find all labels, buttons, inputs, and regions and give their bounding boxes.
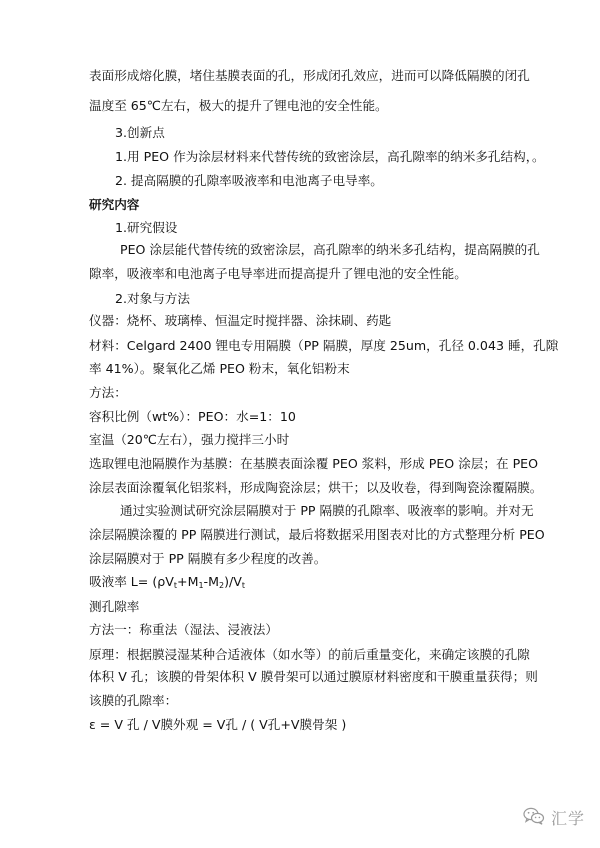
body-line: 率 41%）。聚氧化乙烯 PEO 粉末，氧化铝粉末 — [89, 361, 350, 376]
body-line: PEO 涂层能代替传统的致密涂层，高孔隙率的纳米多孔结构，提高隔膜的孔 — [120, 242, 540, 257]
body-line: 涂层表面涂覆氧化铝浆料，形成陶瓷涂层；烘干；以及收卷，得到陶瓷涂覆隔膜。 — [89, 480, 543, 495]
list-item: 2. 提高隔膜的孔隙率吸液率和电池离子电导率。 — [115, 173, 383, 188]
body-line: 隙率，吸液率和电池离子电导率进而提高提升了锂电池的安全性能。 — [89, 266, 467, 281]
wechat-icon — [523, 807, 545, 828]
body-line: 温度至 65℃左右，极大的提升了锂电池的安全性能。 — [89, 98, 388, 113]
body-line: 仪器：烧杯、玻璃棒、恒温定时搅拌器、涂抹刷、药匙 — [89, 313, 392, 328]
absorption-formula — [89, 573, 245, 595]
section-label: 1.研究假设 — [115, 220, 178, 235]
formula-text: -M — [203, 574, 219, 589]
formula-subscript: 1 — [198, 581, 204, 590]
body-line: 方法一：称重法（湿法、浸液法） — [89, 622, 278, 637]
body-line: 选取锂电池隔膜作为基膜：在基膜表面涂覆 PEO 浆料，形成 PEO 涂层；在 PEO — [89, 456, 539, 471]
body-line: 表面形成熔化膜，堵住基膜表面的孔，形成闭孔效应，进而可以降低隔膜的闭孔 — [89, 68, 530, 83]
section-label: 3.创新点 — [115, 125, 165, 140]
formula-subscript: 2 — [218, 581, 225, 590]
watermark-text: 汇学 — [551, 808, 586, 828]
body-line: 测孔隙率 — [89, 599, 140, 614]
body-line: 涂层隔膜涂覆的 PP 隔膜进行测试，最后将数据采用图表对比的方式整理分析 PEO — [89, 527, 545, 542]
body-line: 涂层隔膜对于 PP 隔膜有多少程度的改善。 — [89, 551, 327, 566]
body-line: 室温（20℃左右），强力搅拌三小时 — [89, 432, 290, 447]
body-line: 容积比例（wt%）：PEO：水=1：10 — [89, 409, 296, 424]
formula-subscript: t — [173, 581, 178, 590]
formula-text: +M — [177, 574, 199, 589]
body-line: 该膜的孔隙率： — [89, 693, 178, 708]
body-line: 原理：根据膜浸湿某种合适液体（如水等）的前后重量变化，来确定该膜的孔隙 — [89, 647, 530, 662]
section-heading: 研究内容 — [89, 197, 140, 212]
body-line: 通过实验测试研究涂层隔膜对于 PP 隔膜的孔隙率、吸液率的影响。并对无 — [120, 503, 534, 518]
body-line: 材料：Celgard 2400 锂电专用隔膜（PP 隔膜，厚度 25um，孔径 0.043 睡，孔隙 — [89, 338, 559, 353]
formula-subscript: t — [241, 581, 245, 590]
body-line: 方法： — [89, 385, 127, 400]
body-line: 体积 V 孔；该膜的骨架体积 V 膜骨架可以通过膜原材料密度和干膜重量获得；则 — [89, 669, 538, 684]
watermark — [523, 806, 585, 828]
formula-text: )/V — [224, 574, 242, 589]
section-label: 2.对象与方法 — [115, 291, 190, 306]
formula-text: 吸液率 L= (ρV — [89, 574, 174, 589]
list-item: 1.用 PEO 作为涂层材料来代替传统的致密涂层，高孔隙率的纳米多孔结构，。 — [115, 149, 545, 164]
porosity-formula: ε = V 孔 / V膜外观 = V孔 / ( V孔+V膜骨架 ) — [89, 717, 347, 732]
